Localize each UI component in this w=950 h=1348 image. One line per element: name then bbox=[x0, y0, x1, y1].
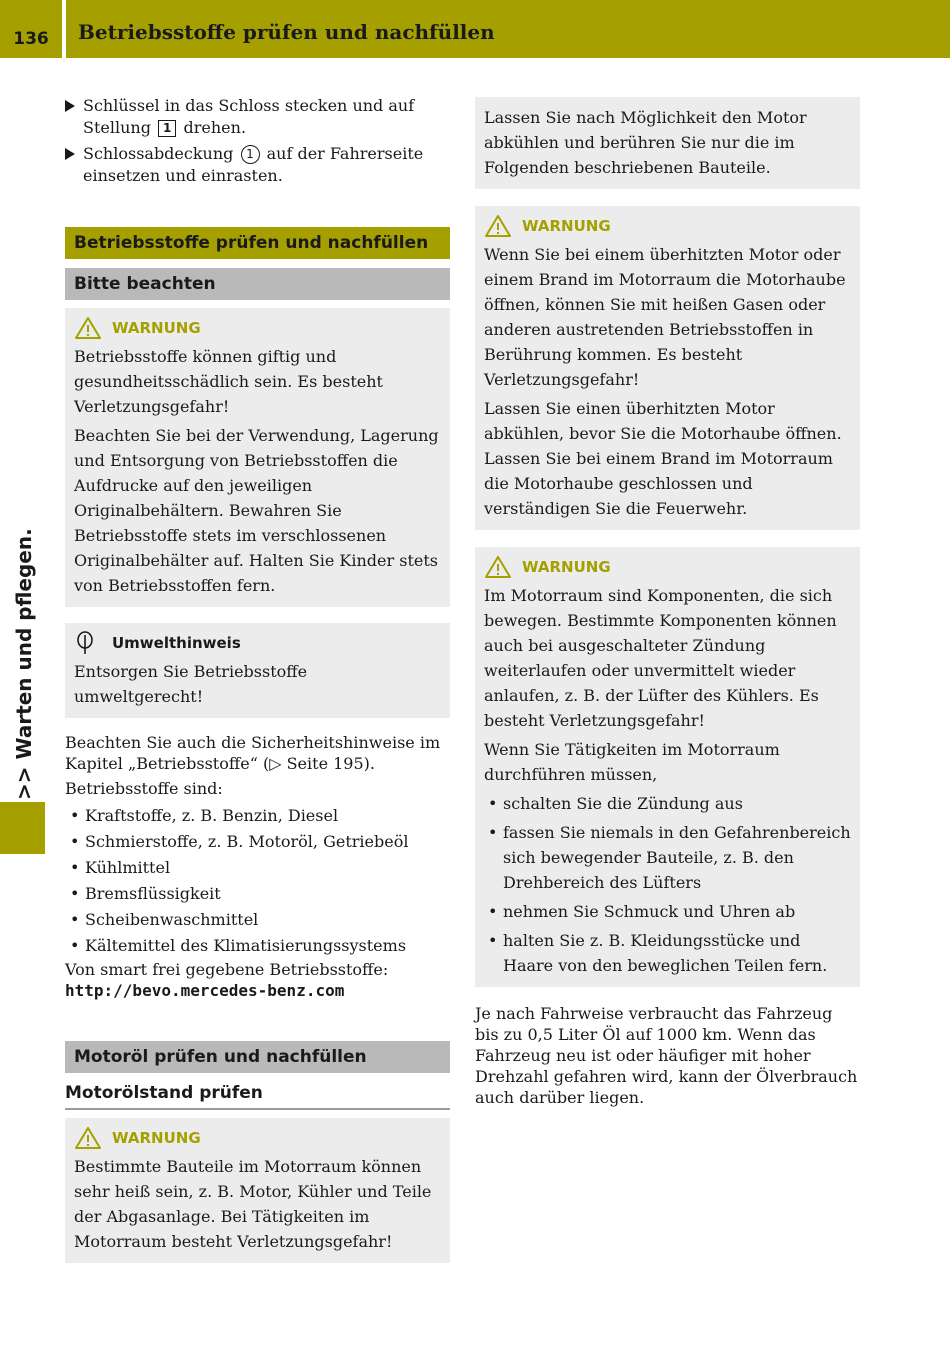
header-divider bbox=[62, 0, 66, 58]
left-column bbox=[65, 95, 450, 1263]
list-item: • Scheibenwaschmittel bbox=[65, 907, 450, 933]
warning-triangle-icon bbox=[484, 555, 512, 579]
fluids-intro: Betriebsstoffe sind: bbox=[65, 779, 223, 798]
section-heading: Betriebsstoffe prüfen und nachfüllen bbox=[65, 227, 450, 259]
warning-text: Betriebsstoffe können giftig und gesundheitsschädlich sein. Es besteht Verletzungsgefahr! bbox=[74, 347, 383, 416]
instruction-step bbox=[65, 95, 450, 139]
warning-text: Im Motorraum sind Komponenten, die sich bewegen. Bestimmte Komponenten können auch bei ausgeschalteter Zündung weiterlaufen oder unvermittelt wieder anlaufen, z. B. der Lüfter des Kühlers. Es besteht Verletzungsgefahr! bbox=[484, 586, 837, 730]
warning-header bbox=[74, 1126, 441, 1150]
position-marker: 1 bbox=[158, 120, 176, 137]
step-text: auf der Fahrerseite einsetzen und einrasten. bbox=[83, 144, 424, 185]
list-item: • halten Sie z. B. Kleidungsstücke und Haare von den beweglichen Teilen fern. bbox=[484, 928, 851, 978]
warning-text: Lassen Sie einen überhitzten Motor abkühlen, bevor Sie die Motorhaube öffnen. Lassen Sie bei einem Brand im Motorraum die Motorhaube geschlossen und verständigen Sie die Feuerwehr. bbox=[484, 399, 842, 518]
warning-text: Bestimmte Bauteile im Motorraum können sehr heiß sein, z. B. Motor, Kühler und Teile der Abgasanlage. Bei Tätigkeiten im Motorraum besteht Verletzungsgefahr! bbox=[74, 1157, 432, 1251]
list-item: • nehmen Sie Schmuck und Uhren ab bbox=[484, 899, 851, 924]
warning-box bbox=[475, 206, 860, 530]
page-number: 136 bbox=[13, 29, 49, 49]
environment-note-header bbox=[74, 631, 441, 655]
warning-box bbox=[475, 547, 860, 987]
right-column bbox=[475, 97, 860, 1108]
safety-reference: Beachten Sie auch die Sicherheitshinweise im Kapitel „Betriebsstoffe“ (▷ Seite 195). bbox=[65, 733, 441, 773]
warning-box bbox=[65, 1118, 450, 1263]
warning-text: Wenn Sie Tätigkeiten im Motorraum durchführen müssen, bbox=[484, 740, 780, 784]
warning-triangle-icon bbox=[484, 214, 512, 238]
leaf-icon bbox=[74, 631, 96, 655]
warning-text: Wenn Sie bei einem überhitzten Motor oder einem Brand im Motorraum die Motorhaube öffnen, können Sie mit heißen Gasen oder anderen austretenden Betriebsstoffen in Berührung kommen. Es besteht Verletzungsgefahr! bbox=[484, 245, 846, 389]
warning-triangle-icon bbox=[74, 316, 102, 340]
list-item: • fassen Sie niemals in den Gefahrenbereich sich bewegender Bauteile, z. B. den Drehbereich des Lüfters bbox=[484, 820, 851, 895]
precaution-list bbox=[484, 791, 851, 978]
section-heading: Motoröl prüfen und nachfüllen bbox=[65, 1041, 450, 1073]
warning-header bbox=[74, 316, 441, 340]
note-box bbox=[475, 97, 860, 189]
environment-note-box bbox=[65, 623, 450, 718]
warning-label: WARNUNG bbox=[522, 557, 611, 576]
subsection-heading: Bitte beachten bbox=[65, 268, 450, 300]
warning-triangle-icon bbox=[74, 1126, 102, 1150]
warning-label: WARNUNG bbox=[112, 318, 201, 337]
subsection-heading: Motorölstand prüfen bbox=[65, 1083, 450, 1110]
step-arrow-icon bbox=[65, 148, 75, 160]
page-title: Betriebsstoffe prüfen und nachfüllen bbox=[78, 20, 495, 44]
warning-box bbox=[65, 308, 450, 607]
environment-note-label: Umwelthinweis bbox=[112, 633, 241, 652]
list-item: • Kältemittel des Klimatisierungssystems bbox=[65, 933, 450, 959]
list-item: • Kraftstoffe, z. B. Benzin, Diesel bbox=[65, 803, 450, 829]
note-text: Lassen Sie nach Möglichkeit den Motor abkühlen und berühren Sie nur die im Folgenden beschriebenen Bauteile. bbox=[484, 108, 807, 177]
list-item: • Kühlmittel bbox=[65, 855, 450, 881]
instruction-step bbox=[65, 143, 450, 187]
page-header bbox=[0, 0, 950, 58]
warning-label: WARNUNG bbox=[522, 216, 611, 235]
warning-header bbox=[484, 214, 851, 238]
list-item: • Bremsflüssigkeit bbox=[65, 881, 450, 907]
list-item: • schalten Sie die Zündung aus bbox=[484, 791, 851, 816]
warning-text: Beachten Sie bei der Verwendung, Lagerung und Entsorgung von Betriebsstoffen die Aufdrucke auf den jeweiligen Originalbehältern. Bewahren Sie Betriebsstoffe stets im verschlossenen Originalbehälter auf. Halten Sie Kinder stets von Betriebsstoffen fern. bbox=[74, 426, 439, 595]
chapter-side-label: >> Warten und pflegen. bbox=[12, 528, 36, 800]
warning-label: WARNUNG bbox=[112, 1128, 201, 1147]
step-text: Schlüssel in das Schloss stecken und auf Stellung bbox=[83, 96, 415, 137]
chapter-tab-marker bbox=[0, 802, 45, 854]
step-text: drehen. bbox=[183, 118, 247, 137]
fluids-list bbox=[65, 803, 450, 959]
approved-fluids-link[interactable]: http://bevo.mercedes-benz.com bbox=[65, 981, 345, 1000]
oil-consumption-text: Je nach Fahrweise verbraucht das Fahrzeug bis zu 0,5 Liter Öl auf 1000 km. Wenn das Fahrzeug neu ist oder häufiger mit hoher Drehzahl gefahren wird, kann der Ölverbrauch auch darüber liegen. bbox=[475, 1004, 858, 1107]
environment-note-text: Entsorgen Sie Betriebsstoffe umweltgerecht! bbox=[74, 662, 308, 706]
approved-fluids-text: Von smart frei gegebene Betriebsstoffe: bbox=[65, 960, 389, 979]
list-item: • Schmierstoffe, z. B. Motoröl, Getriebeöl bbox=[65, 829, 450, 855]
warning-header bbox=[484, 555, 851, 579]
step-arrow-icon bbox=[65, 100, 75, 112]
step-text: Schlossabdeckung bbox=[83, 144, 234, 163]
callout-marker: 1 bbox=[241, 145, 260, 164]
